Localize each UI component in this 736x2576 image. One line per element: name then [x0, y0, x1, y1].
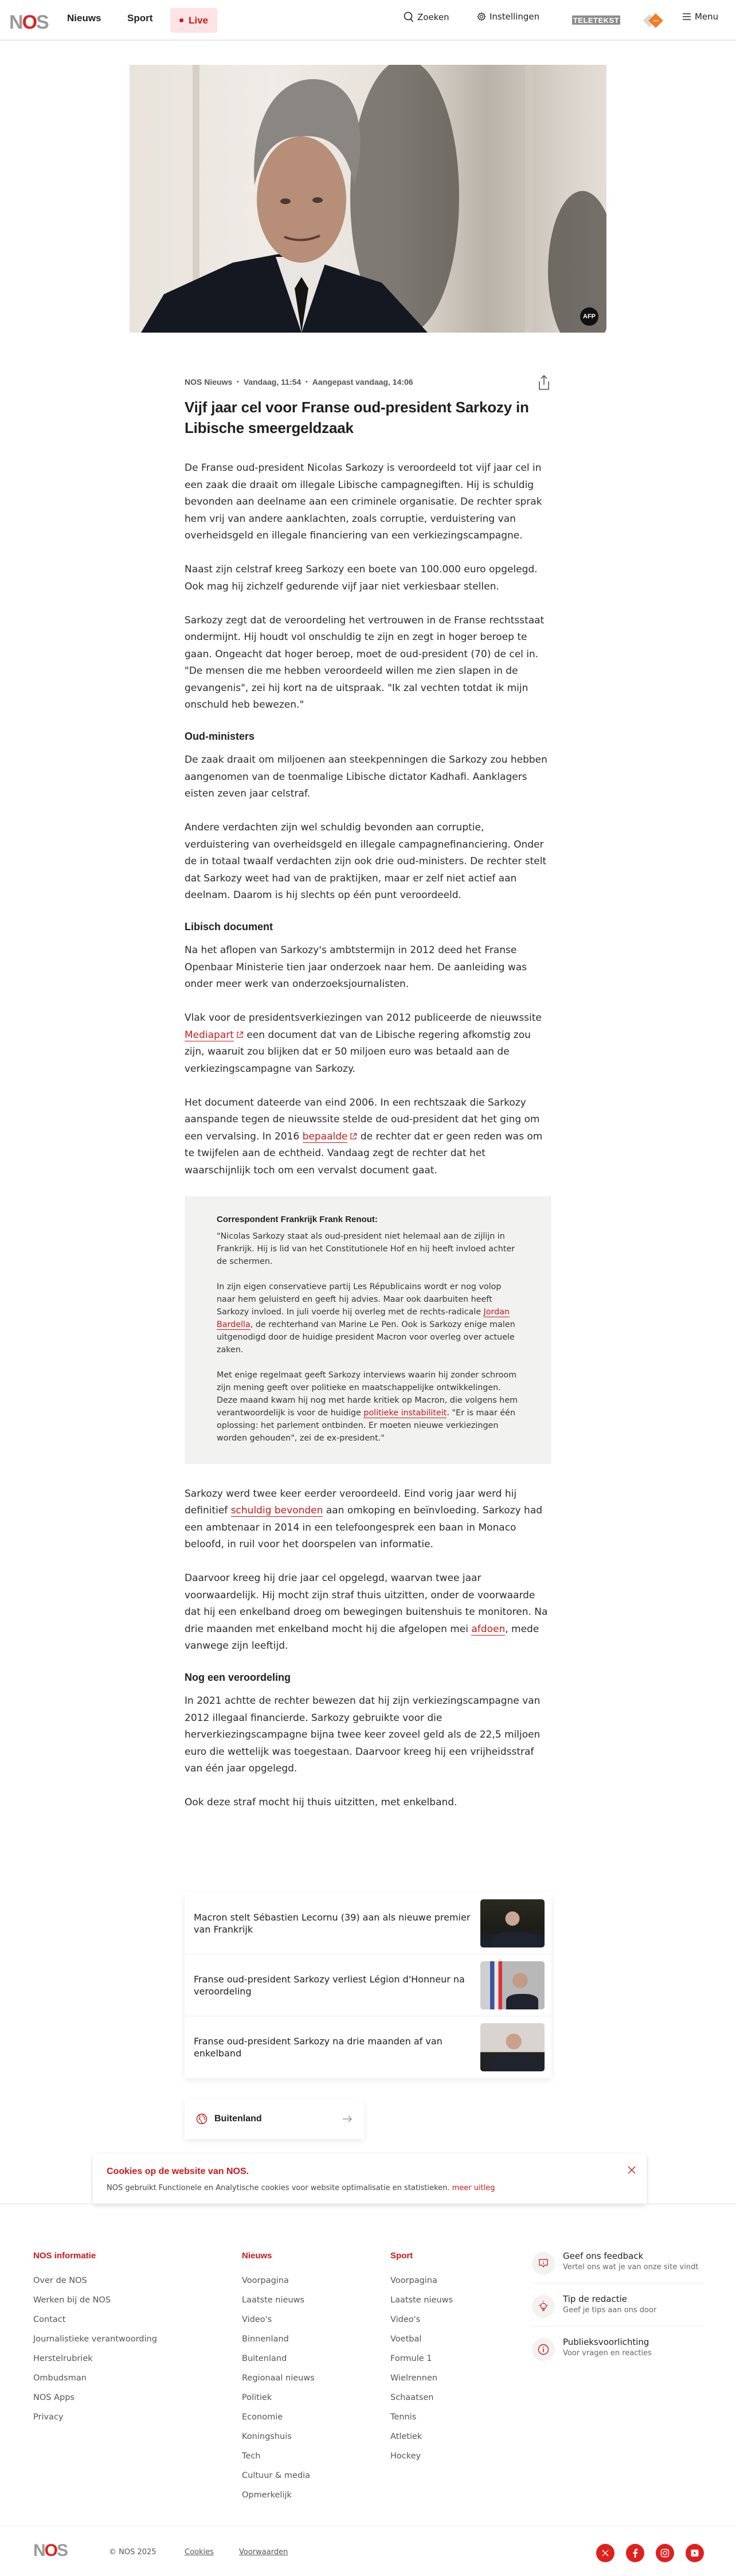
footer-heading: NOS informatie — [33, 2251, 96, 2261]
section-link-buitenland[interactable] — [185, 2099, 364, 2139]
related-article-title: Franse oud-president Sarkozy verliest Légion d'Honneur na veroordeling — [194, 1973, 465, 1997]
youtube-link[interactable] — [686, 2544, 704, 2562]
published-time: Vandaag, 11:54 — [243, 377, 302, 387]
footer-link[interactable]: Politiek — [242, 2393, 272, 2402]
jordan-bardella-link[interactable]: Jordan Bardella — [217, 1307, 510, 1329]
footer-link[interactable]: Opmerkelijk — [242, 2491, 292, 2500]
related-article[interactable] — [185, 1954, 551, 2016]
footer-link[interactable]: Laatste nieuws — [390, 2296, 453, 2305]
hero-image — [130, 65, 606, 333]
article-meta — [185, 374, 551, 390]
gear-icon — [477, 12, 486, 21]
footer-link[interactable]: Voorpagina — [390, 2276, 437, 2285]
footer-link[interactable]: Schaatsen — [390, 2393, 434, 2402]
paragraph: In 2021 achtte de rechter bewezen dat hij zijn verkiezingscampagne van 2012 illegaal financierde. Sarkozy gebruikte voor die herverkiezingscampagne bijna twee keer zoveel geld als de 22,5 miljoen euro die wettelijk was toegestaan. Daarvoor kreeg hij een vrijheidsstraf van één jaar opgelegd. — [185, 1695, 541, 1774]
footer-link[interactable]: Laatste nieuws — [242, 2296, 305, 2305]
svg-text:start: start — [653, 19, 659, 23]
quote-paragraph: In zijn eigen conservatieve partij Les Républicains wordt er nog volop naar hem geluisterd en geeft hij advies. Maar ook daarbuiten heeft Sarkozy invloed. In juli voerde hij overleg met de rechts-radicale Jordan Bardella, de rechterhand van Marine Le Pen. Ook is Sarkozy enige malen uitgenodigd door de huidige president Macron voor overleg over actuele zaken. — [217, 1282, 515, 1355]
cookies-link[interactable]: Cookies — [185, 2548, 214, 2557]
paragraph: Vlak voor de presidentsverkiezingen van 2012 publiceerde de nieuwssite Mediapart een document dat van de Libische regering afkomstig zou zijn, waaruit zou blijken dat er 50 miljoen euro was betaald aan de verkiezingscampagne van Sarkozy. — [185, 1012, 542, 1075]
section-link-label: Buitenland — [214, 2114, 262, 2124]
related-article-thumbnail — [480, 1961, 545, 2009]
tip-item[interactable]: Tip de redactie Geef je tips aan ons door — [532, 2294, 704, 2327]
teletekst-logo[interactable]: TELETEKST — [573, 15, 620, 25]
cookie-text: NOS gebruikt Functionele en Analytische cookies voor website optimalisatie en statistieken. meer uitleg — [107, 2184, 495, 2192]
nav-live[interactable]: Live — [170, 8, 217, 33]
footer-link[interactable]: Voetbal — [390, 2335, 422, 2344]
live-dot-icon — [179, 18, 183, 22]
footer-link[interactable]: Voorpagina — [242, 2276, 289, 2285]
share-button[interactable] — [537, 374, 551, 391]
feedback-item[interactable]: Geef ons feedback Vertel ons wat je van onze site vindt — [532, 2251, 704, 2284]
section-heading: Nog een veroordeling — [185, 1672, 291, 1683]
footer-link[interactable]: Regionaal nieuws — [242, 2374, 315, 2383]
meta-separator: • — [237, 378, 239, 385]
correspondent-heading: Correspondent Frankrijk Frank Renout: — [217, 1214, 378, 1224]
bepaalde-link[interactable]: bepaalde — [302, 1130, 348, 1142]
footer-link[interactable]: Tennis — [390, 2413, 417, 2422]
paragraph: Sarkozy zegt dat de veroordeling het vertrouwen in de Franse rechtsstaat ondermijnt. Hij houdt vol onschuldig te zijn en zegt in hoger beroep te gaan. Ongeacht dat hoger beroep, moet de oud-president (70) de cel in. "De mensen die me hebben veroordeeld willen me zien slapen in de gevangenis", zei hij kort na de uitspraak. "Ik zal vechten totdat ik mijn onschuld heb bewezen." — [185, 614, 545, 711]
external-link-icon — [236, 1031, 244, 1039]
nav-nieuws[interactable]: Nieuws — [67, 13, 101, 24]
search-icon — [404, 11, 414, 23]
footer-divider — [0, 2203, 736, 2204]
share-icon — [537, 374, 551, 391]
footer-link[interactable]: Formule 1 — [390, 2354, 432, 2363]
footer-link[interactable]: Herstelrubriek — [33, 2354, 93, 2363]
footer-bottom-bar — [0, 2526, 736, 2576]
footer-contact — [532, 2251, 704, 2379]
paragraph: De Franse oud-president Nicolas Sarkozy is veroordeeld tot vijf jaar cel in een zaak die draait om illegale Libische campagnegiften. Hij is schuldig bevonden aan deelname aan een criminele organisatie. De rechter sprak hem vrij van andere aanklachten, zoals corruptie, verduistering van overheidsgeld en illegale financiering van een verkiezingscampagne. — [185, 462, 542, 541]
globe-icon — [196, 2113, 208, 2125]
npo-start-icon — [643, 13, 664, 29]
x-icon — [602, 2550, 609, 2557]
footer-link[interactable]: Tech — [242, 2452, 261, 2461]
settings-button[interactable]: Instellingen — [477, 11, 539, 22]
external-link-icon — [350, 1133, 357, 1140]
paragraph: Sarkozy werd twee keer eerder veroordeeld. Eind vorig jaar werd hij definitief schuldig bevonden aan omkoping en beïnvloeding. Sarkozy had een ambtenaar in 2014 in een telefoongesprek een baan in Monaco beloofd, in ruil voor het doorspelen van informatie. — [185, 1488, 543, 1550]
nav-sport[interactable]: Sport — [127, 13, 153, 24]
footer-heading: Sport — [390, 2251, 413, 2261]
article — [185, 374, 551, 1828]
related-articles — [185, 1892, 551, 2078]
info-icon — [538, 2344, 549, 2355]
footer-nos-logo[interactable]: NOS — [33, 2541, 68, 2560]
feedback-icon — [538, 2258, 549, 2269]
footer-col-nieuws — [242, 2251, 315, 2505]
paragraph: Ook deze straf mocht hij thuis uitzitten, met enkelband. — [185, 1797, 457, 1808]
footer-link[interactable]: Atletiek — [390, 2432, 422, 2441]
x-link[interactable] — [596, 2544, 614, 2562]
photo-credit-badge: AFP — [580, 307, 598, 326]
paragraph: Het document dateerde van eind 2006. In een rechtszaak die Sarkozy aanspande tegen de nieuwssite stelde de oud-president dat het ging om een vervalsing. In 2016 bepaalde de rechter dat er geen reden was om te twijfelen aan de echtheid. Vandaag zegt de rechter dat het waarschijnlijk toch om een vervalst document gaat. — [185, 1096, 543, 1176]
copyright: © NOS 2025 — [109, 2548, 156, 2557]
related-article[interactable] — [185, 1892, 551, 1954]
publieksvoorlichting-item[interactable]: Publieksvoorlichting Voor vragen en reacties — [532, 2337, 704, 2369]
meta-separator: • — [306, 378, 308, 385]
instagram-icon — [660, 2548, 670, 2558]
close-icon[interactable] — [627, 2165, 636, 2175]
correspondent-box — [185, 1196, 551, 1464]
facebook-icon — [632, 2548, 638, 2558]
related-article-thumbnail — [480, 1899, 545, 1947]
lightbulb-icon — [538, 2301, 549, 2312]
footer-link[interactable]: Journalistieke verantwoording — [33, 2335, 157, 2344]
search-button[interactable]: Zoeken — [404, 11, 449, 23]
hero-photo — [130, 65, 606, 333]
paragraph: Naast zijn celstraf kreeg Sarkozy een boete van 100.000 euro opgelegd. Ook mag hij zichzelf gedurende vijf jaar niet verkiesbaar stellen. — [185, 564, 538, 592]
cookie-banner — [93, 2154, 647, 2204]
footer-link[interactable]: Video's — [390, 2315, 421, 2324]
paragraph: De zaak draait om miljoenen aan steekpenningen die Sarkozy zou hebben aangenomen van de toenmalige Libische dictator Kadhafi. Aanklagers eisten zeven jaar celstraf. — [185, 754, 547, 799]
cookie-more-info-link[interactable]: meer uitleg — [452, 2184, 495, 2192]
related-article-thumbnail — [480, 2023, 545, 2071]
afdoen-link[interactable]: afdoen — [471, 1623, 506, 1635]
article-source: NOS Nieuws — [185, 377, 233, 387]
instagram-link[interactable] — [656, 2544, 674, 2562]
footer-link[interactable]: Cultuur & media — [242, 2471, 311, 2480]
section-heading: Oud-ministers — [185, 731, 255, 742]
footer-link[interactable]: Over de NOS — [33, 2276, 87, 2285]
section-heading: Libisch document — [185, 921, 273, 932]
hamburger-icon — [682, 13, 691, 21]
footer-link[interactable]: Video's — [242, 2315, 272, 2324]
related-article-title: Macron stelt Sébastien Lecornu (39) aan als nieuwe premier van Frankrijk — [194, 1911, 471, 1935]
related-article-title: Franse oud-president Sarkozy na drie maanden af van enkelband — [194, 2036, 443, 2059]
footer-link[interactable]: Privacy — [33, 2413, 64, 2422]
footer-heading: Nieuws — [242, 2251, 272, 2261]
related-article[interactable] — [185, 2016, 551, 2078]
footer-link[interactable]: Contact — [33, 2315, 66, 2324]
quote-paragraph: Met enige regelmaat geeft Sarkozy interviews waarin hij zonder schroom zijn mening geeft over politieke en maatschappelijke ontwikkelingen. Deze maand kwam hij nog met harde kritiek op Macron, die volgens hem verantwoordelijk is voor de huidige politieke instabiliteit. "Er is maar één oplossing: het parlement ontbinden. Er moeten nieuwe verkiezingen worden gehouden", zei de ex-president." — [217, 1370, 518, 1443]
footer-link[interactable]: Hockey — [390, 2452, 421, 2461]
footer-link[interactable]: Wielrennen — [390, 2374, 438, 2383]
footer-link[interactable]: Buitenland — [242, 2354, 287, 2363]
site-header — [0, 0, 736, 41]
footer-link[interactable]: NOS Apps — [33, 2393, 75, 2402]
youtube-icon — [690, 2548, 699, 2558]
article-title: Vijf jaar cel voor Franse oud-president Sarkozy in Libische smeergeldzaak — [185, 399, 529, 436]
facebook-link[interactable] — [626, 2544, 644, 2562]
menu-button[interactable]: Menu — [682, 11, 718, 22]
footer-link[interactable]: Werken bij de NOS — [33, 2296, 111, 2305]
footer-link[interactable]: Ombudsman — [33, 2374, 87, 2383]
paragraph: Na het aflopen van Sarkozy's ambtstermijn in 2012 deed het Franse Openbaar Ministerie tien jaar onderzoek naar hem. De aanleiding was onder meer werk van onderzoeksjournalisten. — [185, 944, 527, 990]
mediapart-link[interactable]: Mediapart — [185, 1029, 234, 1041]
paragraph: Daarvoor kreeg hij drie jaar cel opgelegd, waarvan twee jaar voorwaardelijk. Hij mocht zijn straf thuis uitzitten, onder de voorwaarde dat hij een enkelband droeg om bewegingen buitenshuis te monitoren. Na drie maanden met enkelband mocht hij die afgelopen mei afdoen, mede vanwege zijn leeftijd. — [185, 1572, 548, 1652]
arrow-right-icon — [342, 2116, 353, 2122]
footer-col-sport — [390, 2251, 453, 2466]
terms-link[interactable]: Voorwaarden — [239, 2548, 288, 2557]
schuldig-bevonden-link[interactable]: schuldig bevonden — [230, 1505, 323, 1516]
nos-logo[interactable]: NOS — [9, 11, 48, 33]
footer-link[interactable]: Koningshuis — [242, 2432, 292, 2441]
paragraph: Andere verdachten zijn wel schuldig bevonden aan corruptie, verduistering van overheidsgeld en illegale campagnefinanciering. Onder de in totaal twaalf verdachten zijn ook drie oud-ministers. De rechter stelt dat Sarkozy weet had van de praktijken, maar er zelf niet actief aan deelnam. Daarom is hij slechts op één punt veroordeeld. — [185, 822, 547, 901]
footer-col-nos-info — [33, 2251, 157, 2427]
footer-link[interactable]: Binnenland — [242, 2335, 289, 2344]
politieke-instabiliteit-link[interactable]: politieke instabiliteit — [363, 1408, 447, 1418]
footer-link[interactable]: Economie — [242, 2413, 283, 2422]
article-body — [185, 460, 551, 1812]
npo-start-logo[interactable] — [643, 13, 664, 29]
cookie-title: Cookies op de website van NOS. — [107, 2167, 249, 2176]
quote-paragraph: "Nicolas Sarkozy staat als oud-president niet helemaal aan de zijlijn in Frankrijk. Hij is lid van het Constitutionele Hof en hij heeft invloed achter de schermen. — [217, 1231, 515, 1266]
updated-time: Aangepast vandaag, 14:06 — [312, 377, 413, 387]
